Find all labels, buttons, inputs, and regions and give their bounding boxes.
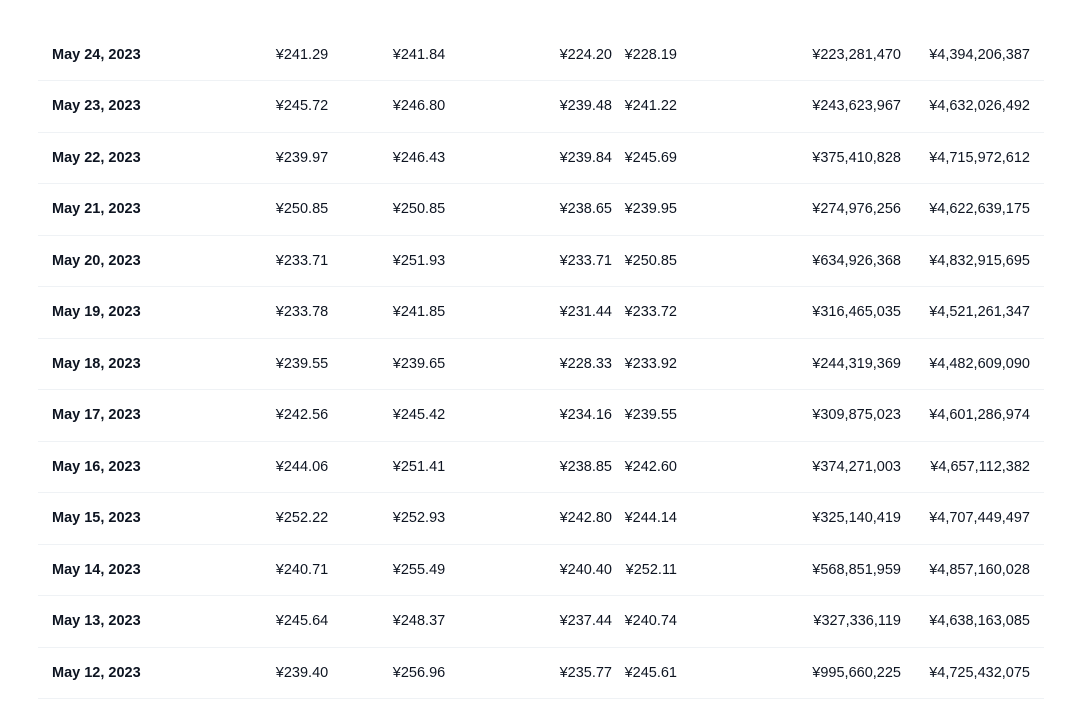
open-price-cell: ¥240.71 [275, 561, 329, 578]
low-price-cell: ¥242.80 [559, 510, 612, 527]
high-price-cell: ¥248.37 [392, 613, 446, 630]
date-cell: May 14, 2023 [52, 561, 141, 578]
date-cell: May 12, 2023 [52, 664, 141, 681]
market-cap-cell: ¥4,832,915,695 [929, 252, 1030, 269]
market-cap-cell: ¥4,715,972,612 [929, 149, 1030, 166]
table-row [38, 441, 1044, 493]
table-row [38, 235, 1044, 287]
date-cell: May 20, 2023 [52, 252, 141, 269]
low-price-cell: ¥224.20 [559, 46, 612, 63]
volume-cell: ¥568,851,959 [812, 561, 901, 578]
low-price-cell: ¥237.44 [559, 613, 612, 630]
close-price-cell: ¥244.14 [624, 510, 677, 527]
open-price-cell: ¥239.55 [275, 355, 329, 372]
volume-cell: ¥325,140,419 [812, 510, 901, 527]
close-price-cell: ¥239.95 [624, 201, 677, 218]
market-cap-cell: ¥4,482,609,090 [929, 355, 1030, 372]
volume-cell: ¥316,465,035 [812, 304, 901, 321]
market-cap-cell: ¥4,725,432,075 [929, 664, 1030, 681]
close-price-cell: ¥241.22 [624, 98, 677, 115]
date-cell: May 24, 2023 [52, 46, 141, 63]
date-cell: May 21, 2023 [52, 201, 141, 218]
date-cell: May 22, 2023 [52, 149, 141, 166]
open-price-cell: ¥242.56 [275, 407, 329, 424]
low-price-cell: ¥238.85 [559, 458, 612, 475]
high-price-cell: ¥251.93 [392, 252, 446, 269]
historical-data-table-container [38, 29, 1044, 699]
table-row [38, 184, 1044, 236]
volume-cell: ¥995,660,225 [812, 664, 901, 681]
close-price-cell: ¥239.55 [624, 407, 677, 424]
low-price-cell: ¥231.44 [559, 304, 612, 321]
volume-cell: ¥243,623,967 [812, 98, 901, 115]
volume-cell: ¥327,336,119 [813, 613, 901, 630]
high-price-cell: ¥255.49 [392, 561, 446, 578]
high-price-cell: ¥246.80 [392, 98, 446, 115]
low-price-cell: ¥228.33 [559, 355, 612, 372]
close-price-cell: ¥233.92 [624, 355, 677, 372]
high-price-cell: ¥246.43 [392, 149, 446, 166]
date-cell: May 23, 2023 [52, 98, 141, 115]
open-price-cell: ¥233.78 [275, 304, 329, 321]
volume-cell: ¥634,926,368 [812, 252, 901, 269]
high-price-cell: ¥245.42 [392, 407, 446, 424]
volume-cell: ¥374,271,003 [812, 458, 901, 475]
low-price-cell: ¥235.77 [559, 664, 612, 681]
market-cap-cell: ¥4,657,112,382 [930, 458, 1030, 475]
open-price-cell: ¥245.64 [275, 613, 329, 630]
table-row [38, 544, 1044, 596]
volume-cell: ¥274,976,256 [812, 201, 901, 218]
table-row [38, 493, 1044, 545]
volume-cell: ¥309,875,023 [812, 407, 901, 424]
table-row [38, 390, 1044, 442]
low-price-cell: ¥240.40 [559, 561, 612, 578]
date-cell: May 16, 2023 [52, 458, 141, 475]
table-row [38, 132, 1044, 184]
high-price-cell: ¥241.85 [392, 304, 446, 321]
high-price-cell: ¥250.85 [392, 201, 446, 218]
table-row [38, 29, 1044, 81]
table-row [38, 81, 1044, 133]
high-price-cell: ¥256.96 [392, 664, 446, 681]
open-price-cell: ¥245.72 [275, 98, 329, 115]
high-price-cell: ¥252.93 [392, 510, 446, 527]
table-row [38, 647, 1044, 699]
date-cell: May 17, 2023 [52, 407, 141, 424]
volume-cell: ¥375,410,828 [812, 149, 901, 166]
market-cap-cell: ¥4,638,163,085 [929, 613, 1030, 630]
volume-cell: ¥223,281,470 [812, 46, 901, 63]
close-price-cell: ¥242.60 [624, 458, 677, 475]
open-price-cell: ¥239.40 [275, 664, 329, 681]
table-row [38, 338, 1044, 390]
close-price-cell: ¥245.61 [624, 664, 677, 681]
low-price-cell: ¥239.48 [559, 98, 612, 115]
open-price-cell: ¥241.29 [275, 46, 329, 63]
date-cell: May 13, 2023 [52, 613, 141, 630]
low-price-cell: ¥233.71 [559, 252, 612, 269]
low-price-cell: ¥234.16 [559, 407, 612, 424]
open-price-cell: ¥239.97 [275, 149, 329, 166]
date-cell: May 19, 2023 [52, 304, 141, 321]
open-price-cell: ¥233.71 [275, 252, 329, 269]
close-price-cell: ¥233.72 [624, 304, 677, 321]
high-price-cell: ¥241.84 [392, 46, 446, 63]
market-cap-cell: ¥4,622,639,175 [929, 201, 1030, 218]
open-price-cell: ¥252.22 [275, 510, 329, 527]
close-price-cell: ¥252.11 [625, 561, 677, 578]
open-price-cell: ¥250.85 [275, 201, 329, 218]
market-cap-cell: ¥4,632,026,492 [929, 98, 1030, 115]
market-cap-cell: ¥4,394,206,387 [929, 46, 1030, 63]
low-price-cell: ¥238.65 [559, 201, 612, 218]
market-cap-cell: ¥4,857,160,028 [929, 561, 1030, 578]
close-price-cell: ¥250.85 [624, 252, 677, 269]
close-price-cell: ¥240.74 [624, 613, 677, 630]
market-cap-cell: ¥4,521,261,347 [929, 304, 1030, 321]
close-price-cell: ¥245.69 [624, 149, 677, 166]
date-cell: May 18, 2023 [52, 355, 141, 372]
high-price-cell: ¥239.65 [392, 355, 446, 372]
historical-data-table-body [38, 29, 1044, 699]
low-price-cell: ¥239.84 [559, 149, 612, 166]
date-cell: May 15, 2023 [52, 510, 141, 527]
market-cap-cell: ¥4,707,449,497 [929, 510, 1030, 527]
table-row [38, 287, 1044, 339]
high-price-cell: ¥251.41 [392, 458, 446, 475]
historical-data-table [38, 29, 1044, 699]
volume-cell: ¥244,319,369 [812, 355, 901, 372]
open-price-cell: ¥244.06 [275, 458, 329, 475]
table-row [38, 596, 1044, 648]
market-cap-cell: ¥4,601,286,974 [929, 407, 1030, 424]
close-price-cell: ¥228.19 [624, 46, 677, 63]
